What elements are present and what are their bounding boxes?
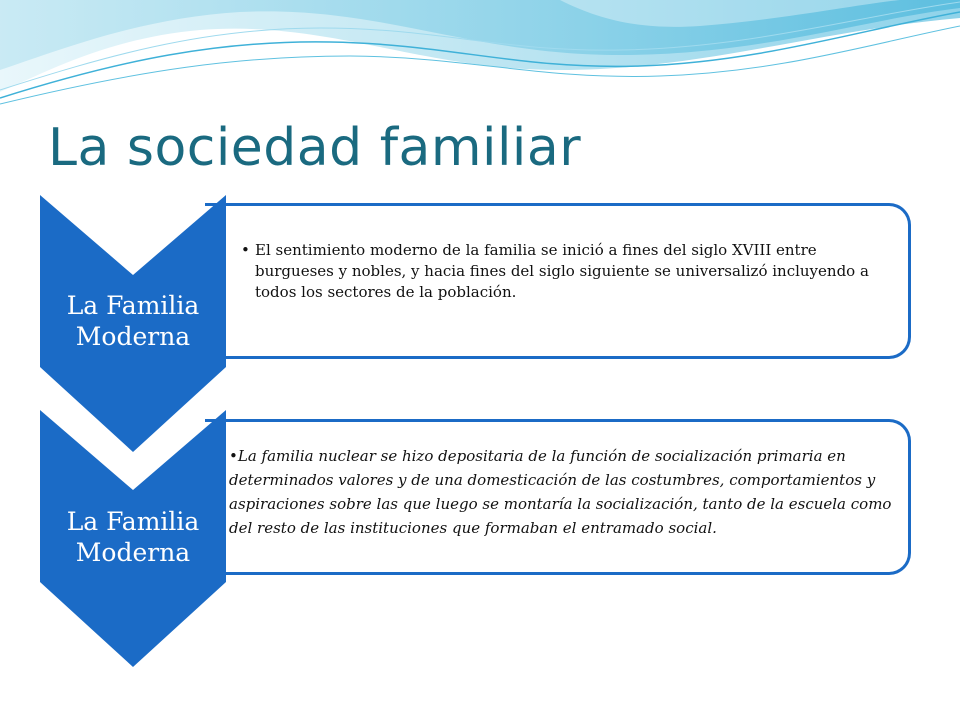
- content-text-2-body: La familia nuclear se hizo depositaria de la función de socialización primaria en determinados valores y de una domesticación de las costumbres, comportamientos y aspiraciones sobre las que luego se montaría la socialización, tanto de la escuela como del resto de las instituciones que formaban el entramado social.: [229, 447, 892, 537]
- chevron-label-2-line2: Moderna: [75, 538, 191, 567]
- content-box-1: [205, 203, 911, 359]
- chevron-label-2: [40, 506, 226, 568]
- bullet: •: [241, 241, 250, 259]
- content-text-2: [229, 444, 901, 540]
- chevron-label-1-line2: Moderna: [75, 322, 191, 351]
- chevron-label-2-line1: La Familia: [66, 507, 200, 536]
- chevron-label-1: [40, 290, 226, 352]
- wave-decoration: [0, 0, 960, 120]
- slide-title: La sociedad familiar: [48, 118, 582, 178]
- bullet: •: [229, 447, 238, 465]
- content-text-1-body: El sentimiento moderno de la familia se inició a fines del siglo XVIII entre burgueses y nobles, y hacia fines del siglo siguiente se universalizó incluyendo a todos los sectores de la población.: [255, 241, 869, 301]
- content-box-2: [205, 419, 911, 575]
- content-text-1: [241, 240, 895, 303]
- chevron-label-1-line1: La Familia: [66, 291, 200, 320]
